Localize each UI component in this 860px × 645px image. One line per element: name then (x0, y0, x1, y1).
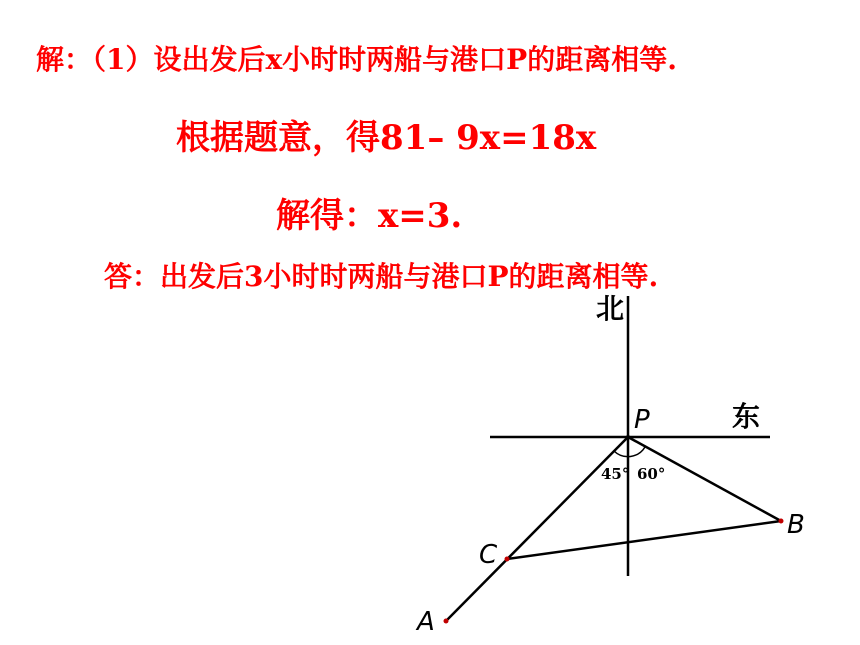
solution-line-3: 解得：x=3. (276, 196, 463, 236)
angle-60-label: 60° (637, 465, 666, 483)
segment-cb (507, 521, 781, 559)
point-c-dot (505, 557, 510, 562)
point-a-dot (444, 619, 449, 624)
north-label: 北 (596, 292, 625, 325)
point-b-dot (779, 519, 784, 524)
point-p-dot (626, 435, 630, 439)
angle-arc (614, 447, 645, 457)
point-p-label: P (634, 405, 650, 435)
point-b-label: B (787, 510, 805, 540)
answer-line: 答：出发后3小时时两船与港口P的距离相等. (104, 260, 659, 293)
solution-line-2: 根据题意，得81– 9x=18x (176, 118, 597, 158)
point-a-label: A (417, 607, 435, 637)
angle-45-label: 45° (601, 465, 630, 483)
solution-line-1: 解：（1）设出发后x小时时两船与港口P的距离相等. (36, 43, 677, 76)
point-c-label: C (479, 540, 498, 570)
east-label: 东 (732, 400, 761, 433)
